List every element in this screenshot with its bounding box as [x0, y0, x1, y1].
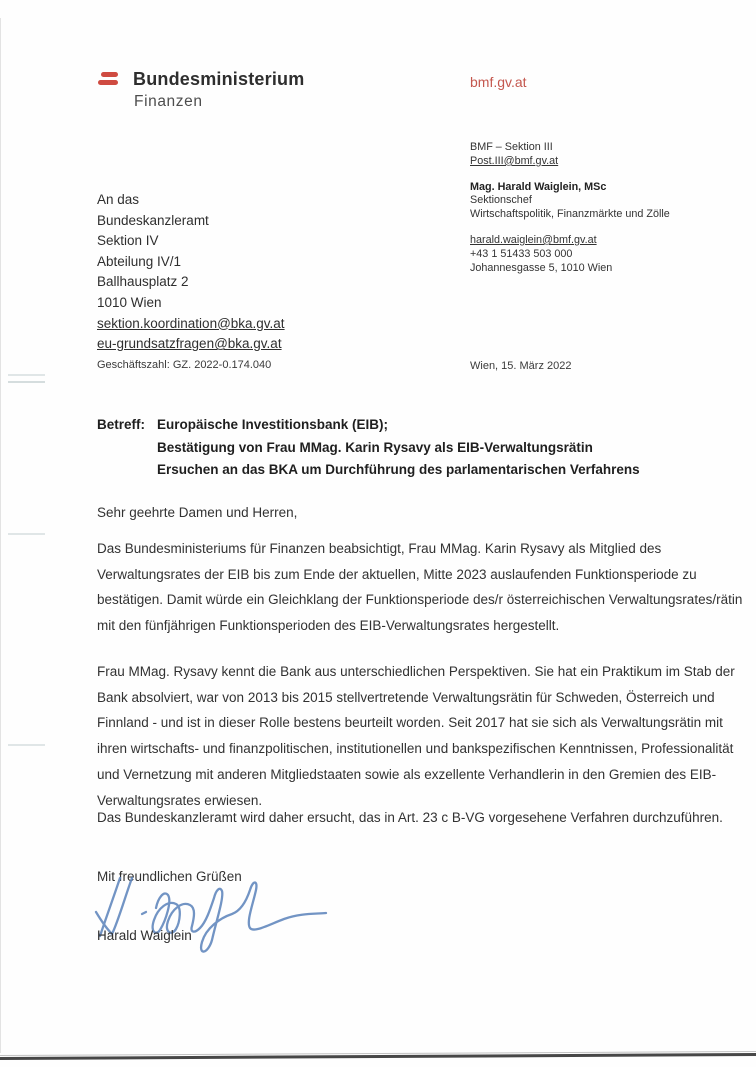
ministry-website: bmf.gv.at [470, 74, 527, 90]
subject-line: Ersuchen an das BKA um Durchführung des parlamentarischen Verfahrens [157, 462, 640, 478]
sender-address: Johannesgasse 5, 1010 Wien [470, 261, 613, 274]
subject-line: Bestätigung von Frau MMag. Karin Rysavy als EIB-Verwaltungsrätin [157, 439, 593, 455]
recipient-line: Bundeskanzleramt [97, 212, 209, 228]
sender-email: harald.waiglein@bmf.gv.at [470, 233, 597, 246]
subject-block [97, 414, 640, 482]
sender-role: Sektionschef [470, 194, 532, 207]
recipient-line: Ballhausplatz 2 [97, 274, 189, 290]
sender-unit: BMF – Sektion III [470, 141, 553, 153]
handwritten-signature [86, 870, 336, 962]
recipient-line: Abteilung IV/1 [97, 253, 182, 269]
austria-flag-logo-icon [98, 72, 118, 85]
scan-edge-left [0, 18, 1, 1053]
recipient-line: 1010 Wien [97, 294, 162, 310]
file-reference: Geschäftszahl: GZ. 2022-0.174.040 [97, 359, 272, 371]
subject-line: Europäische Investitionsbank (EIB); [157, 417, 389, 432]
place-and-date: Wien, 15. März 2022 [470, 360, 572, 372]
recipient-line: Sektion IV [97, 233, 159, 249]
flag-bar-bottom [98, 80, 118, 85]
recipient-email: eu-grundsatzfragen@bka.gv.at [97, 336, 282, 352]
body-paragraph-3: Das Bundeskanzleramt wird daher ersucht, das in Art. 23 c B-VG vorgesehene Verfahren durchzuführen. [97, 810, 723, 825]
fold-mark [8, 744, 45, 746]
recipient-line: An das [97, 192, 140, 207]
sender-contact-block [470, 141, 740, 287]
fold-mark [8, 374, 45, 376]
sender-division: Wirtschaftspolitik, Finanzmärkte und Zölle [470, 208, 670, 221]
fold-mark [8, 381, 45, 383]
recipient-email: sektion.koordination@bka.gv.at [97, 315, 285, 331]
closing-phrase: Mit freundlichen Grüßen [97, 869, 242, 884]
ministry-department: Finanzen [134, 93, 203, 110]
ministry-name: Bundesministerium [133, 69, 305, 89]
signer-name: Harald Waiglein [97, 928, 192, 943]
body-paragraph-1: Das Bundesministeriums für Finanzen beabsichtigt, Frau MMag. Karin Rysavy als Mitglied des Verwaltungsrates der EIB bis zum Ende der aktuellen, Mitte 2023 auslaufenden Funktionsperiode zu bestätigen. Damit würde ein Gleichklang der Funktionsperiode des/r österreichischen Verwaltungsrates/rätin mit den fünfjährigen Funktionsperioden des EIB-Verwaltungsrates hergestellt. [97, 541, 743, 634]
flag-bar-top [101, 72, 118, 77]
sender-person: Mag. Harald Waiglein, MSc [470, 180, 607, 193]
recipient-address-block [97, 190, 285, 355]
fold-mark [8, 533, 45, 535]
body-paragraph-2: Frau MMag. Rysavy kennt die Bank aus unterschiedlichen Perspektiven. Sie hat ein Praktikum im Stab der Bank absolviert, war von 2013 bis 2015 stellvertretende Verwaltungsrätin für Schweden, Österreich und Finnland - und ist in dieser Rolle bestens beurteilt worden. Seit 2017 hat sie sich als Verwaltungsrätin mit ihren wirtschafts- und finanzpolitischen, institutionellen und bankspezifischen Kenntnissen, Professionalität und Vernetzung mit anderen Mitgliedstaaten sowie als exzellente Verhandlerin in den Gremien des EIB-Verwaltungsrates erwiesen. [97, 664, 735, 808]
sender-unit-email: Post.III@bmf.gv.at [470, 154, 559, 167]
salutation: Sehr geehrte Damen und Herren, [97, 505, 298, 520]
sender-phone: +43 1 51433 503 000 [470, 247, 573, 260]
subject-label: Betreff: [97, 417, 146, 432]
